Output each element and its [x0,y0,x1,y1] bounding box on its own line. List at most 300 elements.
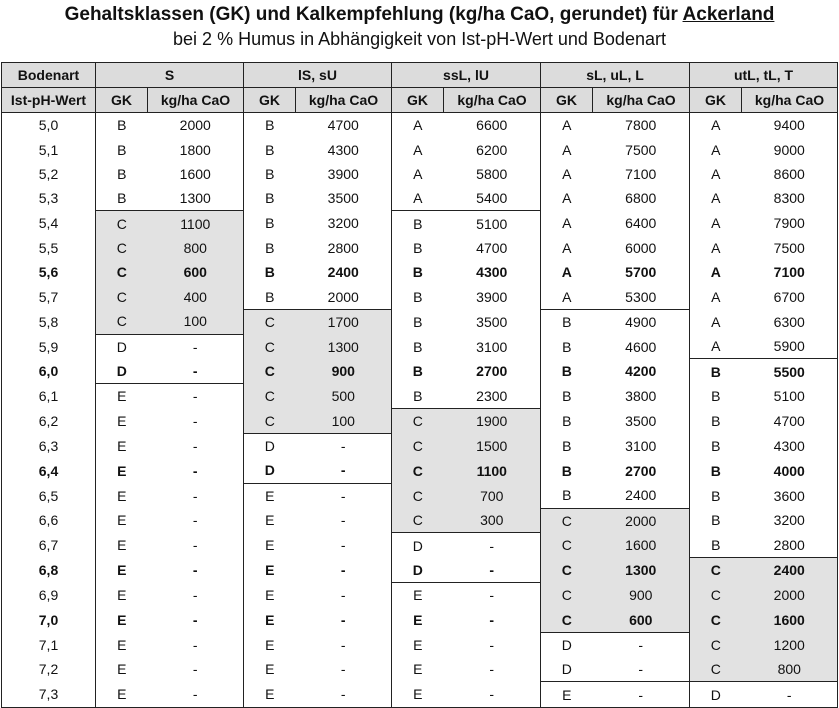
gk-cell: A [392,113,444,138]
kg-cao-cell: 6800 [625,190,657,207]
gk-cell: E [96,583,148,608]
kg-cao-cell: - [489,661,495,678]
gk-cell: C [541,508,593,533]
gk-cell: A [690,211,742,236]
kg-cao-cell: 3500 [327,190,359,207]
gk-cell: E [96,384,148,409]
table-row [2,433,838,458]
ph-value: 6,8 [2,558,96,583]
gk-cell: A [690,284,742,309]
kg-cao-cell: 1800 [179,141,211,158]
kg-cao-cell: 7900 [742,211,838,236]
kg-cao-cell: 1700 [296,309,392,334]
gk-cell: C [690,583,742,608]
table-row [2,113,838,138]
kg-cao-cell: 3500 [476,313,508,330]
kg-cao-cell: - [296,483,392,508]
kg-cao-cell: 3200 [742,508,838,533]
kg-cao-cell: 7100 [742,260,838,284]
gk-cell: E [96,558,148,583]
kg-cao-cell: - [296,682,392,707]
table-row [2,260,838,284]
gk-cell: B [690,458,742,483]
header-soil-0: S [96,63,244,88]
kg-cao-cell: 7500 [625,141,657,158]
gk-cell: B [541,384,593,409]
ph-value: 5,4 [2,211,96,236]
table-row [2,284,838,309]
table-title [0,4,839,26]
kg-cao-cell: 3500 [625,413,657,430]
kg-cao-cell: 5100 [742,384,838,409]
kg-cao-cell: - [340,537,346,554]
header-kg-cao: kg/ha CaO [296,88,392,113]
kg-cao-cell: 5900 [742,334,838,359]
kg-cao-cell: 6700 [742,284,838,309]
kg-cao-cell: 600 [593,607,690,632]
gk-cell: C [244,384,296,409]
kg-cao-cell: 2700 [625,462,657,479]
gk-cell: E [244,583,296,608]
kg-cao-cell: 4700 [742,409,838,434]
gk-cell: A [541,162,593,186]
kg-cao-cell: 1600 [742,607,838,632]
ph-value: 5,3 [2,186,96,211]
header-ph-label: Ist-pH-Wert [2,88,96,113]
kg-cao-cell: 900 [296,359,392,384]
kg-cao-cell: - [489,611,495,628]
ph-value: 6,6 [2,508,96,533]
gk-cell: B [244,236,296,260]
table-row [2,682,838,707]
gk-cell: E [244,682,296,707]
kg-cao-cell: - [742,682,838,707]
gk-cell: B [541,309,593,334]
gk-cell: A [690,334,742,359]
table-row [2,632,838,657]
header-row-soil [2,63,838,88]
gk-cell: B [690,409,742,434]
gk-cell: B [96,162,148,186]
kg-cao-cell: 1300 [593,558,690,583]
kg-cao-cell: 100 [296,409,392,434]
kg-cao-cell: 5100 [444,211,541,236]
gk-cell: C [244,409,296,434]
gk-cell: B [244,137,296,161]
kg-cao-cell: 6600 [476,117,508,134]
kg-cao-cell: 5300 [625,288,657,305]
gk-cell: E [244,533,296,558]
kg-cao-cell: 4300 [327,141,359,158]
kg-cao-cell: 4300 [476,264,508,281]
kg-cao-cell: 2000 [179,117,211,134]
gk-cell: C [96,284,148,309]
gk-cell: A [541,236,593,260]
ph-value: 7,2 [2,657,96,682]
kg-cao-cell: 1500 [444,433,541,458]
kg-cao-cell: 6400 [625,215,657,232]
header-gk: GK [392,88,444,113]
gk-cell: E [96,533,148,558]
gk-cell: C [96,236,148,260]
kg-cao-cell: 2000 [742,583,838,608]
kg-cao-cell: 2000 [327,288,359,305]
gk-cell: B [244,284,296,309]
gk-cell: C [244,359,296,384]
gk-cell: E [392,583,444,608]
gk-cell: C [244,334,296,359]
gk-cell: E [244,558,296,583]
table-row [2,607,838,632]
gk-cell: A [541,260,593,284]
gk-cell: D [541,632,593,657]
gk-cell: B [392,334,444,359]
kg-cao-cell: 300 [444,508,541,533]
ph-value: 6,4 [2,458,96,483]
kg-cao-cell: 7100 [625,165,657,182]
kg-cao-cell: 3900 [476,288,508,305]
gk-cell: E [96,607,148,632]
table-row [2,236,838,260]
gk-cell: E [96,632,148,657]
header-soil-2: ssL, lU [392,63,541,88]
kg-cao-cell: 3200 [327,215,359,232]
gk-cell: B [244,162,296,186]
gk-cell: A [392,137,444,161]
kg-cao-cell: - [192,462,198,479]
kg-cao-cell: - [148,682,244,707]
gk-cell: B [96,137,148,161]
gk-cell: C [541,533,593,558]
gk-cell: E [244,607,296,632]
gk-cell: B [244,211,296,236]
gk-cell: C [541,607,593,632]
table-row [2,558,838,583]
header-soil-3: sL, uL, L [541,63,690,88]
gk-cell: A [541,211,593,236]
header-row-units [2,88,838,113]
kg-cao-cell: - [444,682,541,707]
kg-cao-cell: 1300 [296,334,392,359]
ph-value: 6,2 [2,409,96,434]
gk-cell: E [96,433,148,458]
table-body [2,113,838,708]
kg-cao-cell: - [192,363,198,380]
ph-value: 6,7 [2,533,96,558]
table-row [2,533,838,558]
kg-cao-cell: 4900 [593,309,690,334]
gk-cell: C [392,483,444,508]
kg-cao-cell: - [444,583,541,608]
gk-cell: A [690,162,742,186]
ph-value: 7,0 [2,607,96,632]
kg-cao-cell: - [340,661,346,678]
gk-cell: D [541,657,593,682]
table-row [2,409,838,434]
kg-cao-cell: 3100 [625,437,657,454]
table-row [2,162,838,186]
header-gk: GK [96,88,148,113]
gk-cell: D [96,359,148,384]
kg-cao-cell: - [148,334,244,359]
kg-cao-cell: - [638,661,644,678]
ph-value: 5,5 [2,236,96,260]
gk-cell: A [690,186,742,211]
gk-cell: E [244,632,296,657]
kg-cao-cell: - [593,632,690,657]
kg-cao-cell: 800 [742,657,838,682]
kg-cao-cell: 2800 [327,239,359,256]
gk-cell: C [96,309,148,334]
table-row [2,359,838,384]
gk-cell: B [690,359,742,384]
kg-cao-cell: 1100 [444,458,541,483]
table-row [2,186,838,211]
gk-cell: B [690,483,742,508]
kg-cao-cell: 2700 [476,363,508,380]
gk-cell: B [392,359,444,384]
gk-cell: C [392,409,444,434]
kg-cao-cell: 1900 [444,409,541,434]
ph-value: 6,1 [2,384,96,409]
table-row [2,583,838,608]
gk-cell: A [541,186,593,211]
ph-value: 7,1 [2,632,96,657]
kg-cao-cell: 600 [148,260,244,284]
gk-cell: A [690,236,742,260]
kg-cao-cell: 4300 [742,433,838,458]
kg-cao-cell: 2800 [742,533,838,558]
table-row [2,384,838,409]
ph-value: 6,3 [2,433,96,458]
gk-cell: E [392,682,444,707]
gk-cell: C [392,433,444,458]
ph-value: 6,9 [2,583,96,608]
table-row [2,137,838,161]
kg-cao-cell: 1200 [742,632,838,657]
kg-cao-cell: 6000 [625,239,657,256]
kg-cao-cell: 4600 [625,338,657,355]
kg-cao-cell: - [340,512,346,529]
kg-cao-cell: - [192,661,198,678]
gk-cell: A [690,309,742,334]
gk-cell: C [690,607,742,632]
gk-cell: E [392,632,444,657]
kg-cao-cell: 1600 [179,165,211,182]
gk-cell: E [244,483,296,508]
kg-cao-cell: - [340,562,346,579]
gk-cell: E [96,682,148,707]
gk-cell: C [541,583,593,608]
gk-cell: C [96,211,148,236]
kg-cao-cell: 3100 [476,338,508,355]
kg-cao-cell: 4700 [327,117,359,134]
kg-cao-cell: 5400 [476,190,508,207]
header-kg-cao: kg/ha CaO [444,88,541,113]
gk-cell: A [392,162,444,186]
kg-cao-cell: - [192,487,198,504]
header-soil-4: utL, tL, T [690,63,838,88]
ph-value: 5,1 [2,137,96,161]
kg-cao-cell: 3800 [625,388,657,405]
kg-cao-cell: - [148,384,244,409]
kg-cao-cell: 8600 [742,162,838,186]
gk-cell: E [96,409,148,434]
gk-cell: C [541,558,593,583]
kg-cao-cell: - [192,586,198,603]
ph-value: 6,0 [2,359,96,384]
gk-cell: B [244,260,296,284]
ph-value: 5,7 [2,284,96,309]
table-row [2,211,838,236]
gk-cell: B [392,211,444,236]
kg-cao-cell: 100 [148,309,244,334]
table-row [2,458,838,483]
ph-value: 5,9 [2,334,96,359]
table-row [2,483,838,508]
kg-cao-cell: - [192,611,198,628]
kg-cao-cell: 5500 [742,359,838,384]
header-gk: GK [244,88,296,113]
gk-cell: B [690,533,742,558]
gk-cell: D [96,334,148,359]
kg-cao-cell: 6300 [742,309,838,334]
kg-cao-cell: 4700 [476,239,508,256]
gk-cell: E [244,508,296,533]
kg-cao-cell: 7500 [742,236,838,260]
gk-cell: B [392,236,444,260]
gk-cell: B [392,309,444,334]
kg-cao-cell: - [444,533,541,558]
gk-cell: B [541,359,593,384]
ph-value: 5,8 [2,309,96,334]
gk-cell: C [244,309,296,334]
gk-cell: B [96,186,148,211]
gk-cell: C [690,632,742,657]
kg-cao-cell: 1600 [593,533,690,558]
ph-value: 5,2 [2,162,96,186]
gk-cell: B [541,409,593,434]
gk-cell: B [541,433,593,458]
title-underlined: Ackerland [682,4,775,25]
gk-cell: D [244,433,296,458]
kg-cao-cell: 1300 [179,190,211,207]
kg-cao-cell: 700 [444,483,541,508]
kg-cao-cell: - [192,537,198,554]
gk-cell: C [690,558,742,583]
kg-cao-cell: 2300 [476,387,508,404]
header-kg-cao: kg/ha CaO [742,88,838,113]
gk-cell: E [96,508,148,533]
kg-cao-cell: - [340,611,346,628]
ph-value: 5,6 [2,260,96,284]
kg-cao-cell: - [340,462,346,479]
table-subtitle: bei 2 % Humus in Abhängigkeit von Ist-pH-Wert und Bodenart [173,29,666,49]
kg-cao-cell: - [340,636,346,653]
gk-cell: B [541,483,593,508]
kg-cao-cell: 2400 [742,558,838,583]
gk-cell: D [392,533,444,558]
kg-cao-cell: - [192,413,198,430]
gk-cell: A [392,186,444,211]
kg-cao-cell: 2000 [593,508,690,533]
gk-cell: A [541,113,593,138]
table-row [2,508,838,533]
gk-cell: E [392,657,444,682]
gk-cell: B [244,113,296,138]
ph-value: 5,0 [2,113,96,138]
lime-recommendation-table [1,62,838,708]
ph-value: 7,3 [2,682,96,707]
kg-cao-cell: 9400 [742,113,838,138]
gk-cell: A [690,113,742,138]
gk-cell: E [244,657,296,682]
header-soil-1: lS, sU [244,63,392,88]
kg-cao-cell: 9000 [742,137,838,161]
kg-cao-cell: 500 [296,384,392,409]
header-gk: GK [541,88,593,113]
kg-cao-cell: - [192,512,198,529]
gk-cell: E [541,682,593,707]
header-soil-label: Bodenart [2,63,96,88]
title-text: Gehaltsklassen (GK) und Kalkempfehlung (kg/ha CaO, gerundet) für [64,4,683,25]
table-row [2,657,838,682]
ph-value: 6,5 [2,483,96,508]
kg-cao-cell: - [192,437,198,454]
gk-cell: A [690,137,742,161]
gk-cell: E [392,607,444,632]
gk-cell: C [690,657,742,682]
header-kg-cao: kg/ha CaO [593,88,690,113]
kg-cao-cell: 4000 [742,458,838,483]
header-gk: GK [690,88,742,113]
kg-cao-cell: 1100 [148,211,244,236]
kg-cao-cell: 5800 [476,165,508,182]
gk-cell: D [690,682,742,707]
kg-cao-cell: 2400 [625,487,657,504]
table-row [2,309,838,334]
gk-cell: C [392,508,444,533]
kg-cao-cell: 400 [148,284,244,309]
kg-cao-cell: 8300 [742,186,838,211]
gk-cell: B [392,260,444,284]
gk-cell: A [690,260,742,284]
gk-cell: A [541,137,593,161]
kg-cao-cell: 900 [593,583,690,608]
kg-cao-cell: 6200 [476,141,508,158]
gk-cell: D [244,458,296,483]
table-row [2,334,838,359]
gk-cell: C [392,458,444,483]
kg-cao-cell: - [296,433,392,458]
gk-cell: B [392,384,444,409]
gk-cell: C [96,260,148,284]
gk-cell: B [541,334,593,359]
gk-cell: D [392,558,444,583]
kg-cao-cell: - [489,561,495,578]
kg-cao-cell: - [340,586,346,603]
gk-cell: B [392,284,444,309]
gk-cell: B [690,433,742,458]
gk-cell: B [690,508,742,533]
kg-cao-cell: - [192,562,198,579]
header-kg-cao: kg/ha CaO [148,88,244,113]
gk-cell: B [96,113,148,138]
kg-cao-cell: 4200 [625,363,657,380]
kg-cao-cell: 3600 [742,483,838,508]
kg-cao-cell: 800 [148,236,244,260]
kg-cao-cell: 3900 [327,165,359,182]
